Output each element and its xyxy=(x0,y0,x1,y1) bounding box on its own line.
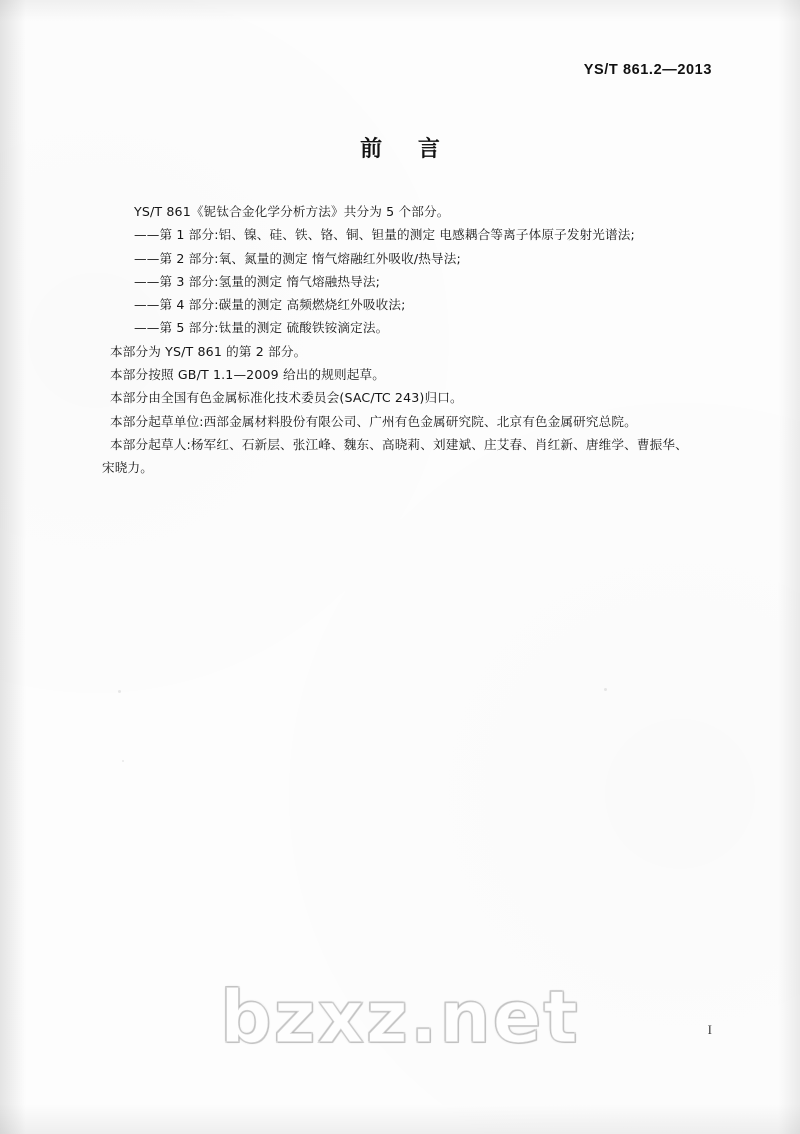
paper-speckle xyxy=(122,760,124,762)
scan-shadow-left xyxy=(0,0,26,1134)
foreword-part-item: ——第 1 部分:铝、镍、硅、铁、铬、铜、钽量的测定 电感耦合等离子体原子发射光谱法; xyxy=(134,227,635,243)
foreword-statement: 本部分按照 GB/T 1.1—2009 给出的规则起草。 xyxy=(110,367,385,383)
foreword-part-item: ——第 5 部分:钛量的测定 硫酸铁铵滴定法。 xyxy=(134,320,389,336)
foreword-statement: 本部分起草人:杨军红、石新层、张江峰、魏东、高晓莉、刘建斌、庄艾春、肖红新、唐维学、曹振华、 xyxy=(110,436,688,452)
foreword-statement: 本部分由全国有色金属标准化技术委员会(SAC/TC 243)归口。 xyxy=(110,390,463,406)
page-title: 前 言 xyxy=(360,137,454,162)
scan-shadow-top xyxy=(0,0,800,22)
watermark: bzxz.net xyxy=(220,975,580,1059)
foreword-part-item: ——第 3 部分:氢量的测定 惰气熔融热导法; xyxy=(134,273,381,289)
foreword-part-item: ——第 4 部分:碳量的测定 高频燃烧红外吸收法; xyxy=(134,297,406,313)
foreword-statement-continuation: 宋晓力。 xyxy=(102,460,153,476)
foreword-intro: YS/T 861《铌钛合金化学分析方法》共分为 5 个部分。 xyxy=(134,204,450,219)
scan-shadow-bottom xyxy=(0,1104,800,1134)
scan-shadow-right xyxy=(778,0,800,1134)
standard-code-header: YS/T 861.2—2013 xyxy=(583,62,712,78)
foreword-part-item: ——第 2 部分:氧、氮量的测定 惰气熔融红外吸收/热导法; xyxy=(134,250,461,266)
page-number: I xyxy=(707,1022,712,1037)
foreword-statement: 本部分起草单位:西部金属材料股份有限公司、广州有色金属研究院、北京有色金属研究总院。 xyxy=(110,413,637,429)
paper-speckle xyxy=(604,688,607,691)
foreword-statement: 本部分为 YS/T 861 的第 2 部分。 xyxy=(110,343,307,359)
paper-speckle xyxy=(118,690,121,693)
foreword-body xyxy=(102,200,710,480)
